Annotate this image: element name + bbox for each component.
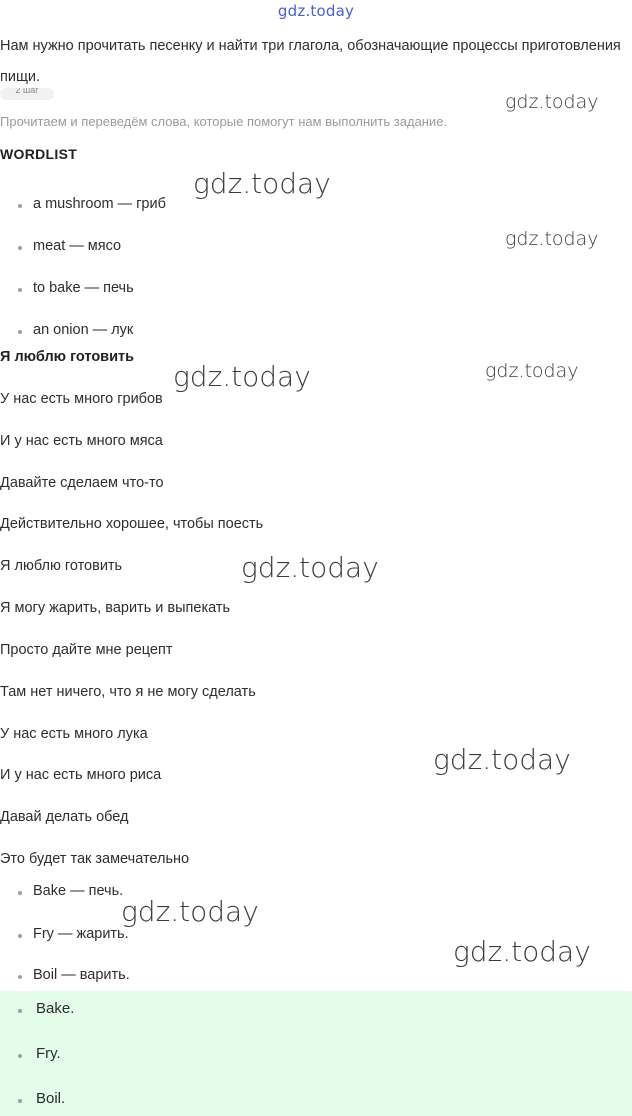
bullet-icon [18,246,22,250]
song-line: Давай делать обед [0,809,129,825]
song-line: У нас есть много лука [0,726,148,742]
song-line: Давайте сделаем что-то [0,475,164,491]
song-line: Там нет ничего, что я не могу сделать [0,684,256,700]
song-line: Действительно хорошее, чтобы поесть [0,516,264,532]
bullet-icon [18,288,22,292]
bullet-icon [18,204,22,208]
song-line: Я люблю готовить [0,558,123,574]
watermark: gdz.today [121,895,259,928]
song-line: И у нас есть много риса [0,767,162,783]
bullet-icon [18,891,22,895]
song-line: Это будет так замечательно [0,851,190,867]
watermark: gdz.today [505,91,599,113]
song-line: И у нас есть много мяса [0,433,163,449]
step-badge: 2 шаг [0,88,54,100]
song-line: У нас есть много грибов [0,391,163,407]
song-title: Я люблю готовить [0,349,135,365]
watermark: gdz.today [173,360,311,393]
bullet-icon [18,330,22,334]
watermark: gdz.today [241,551,379,584]
song-line: Просто дайте мне рецепт [0,642,173,658]
song-line: Я могу жарить, варить и выпекать [0,600,231,616]
watermark: gdz.today [505,228,599,250]
wordlist-heading: WORDLIST [0,146,78,162]
watermark: gdz.today [453,935,591,968]
bullet-icon [18,1099,22,1103]
bullet-icon [18,934,22,938]
bullet-icon [18,1009,22,1013]
task-intro: Нам нужно прочитать песенку и найти три глагола, обозначающие процессы приготовления пищи. [0,38,621,85]
watermark: gdz.today [193,167,331,200]
answer-box [0,991,632,1116]
watermark: gdz.today [485,360,579,382]
bullet-icon [18,975,22,979]
step-subtitle: Прочитаем и переведём слова, которые помогут нам выполнить задание. [0,114,448,129]
bullet-icon [18,1054,22,1058]
watermark: gdz.today [433,743,571,776]
site-header-watermark: gdz.today [277,2,355,20]
